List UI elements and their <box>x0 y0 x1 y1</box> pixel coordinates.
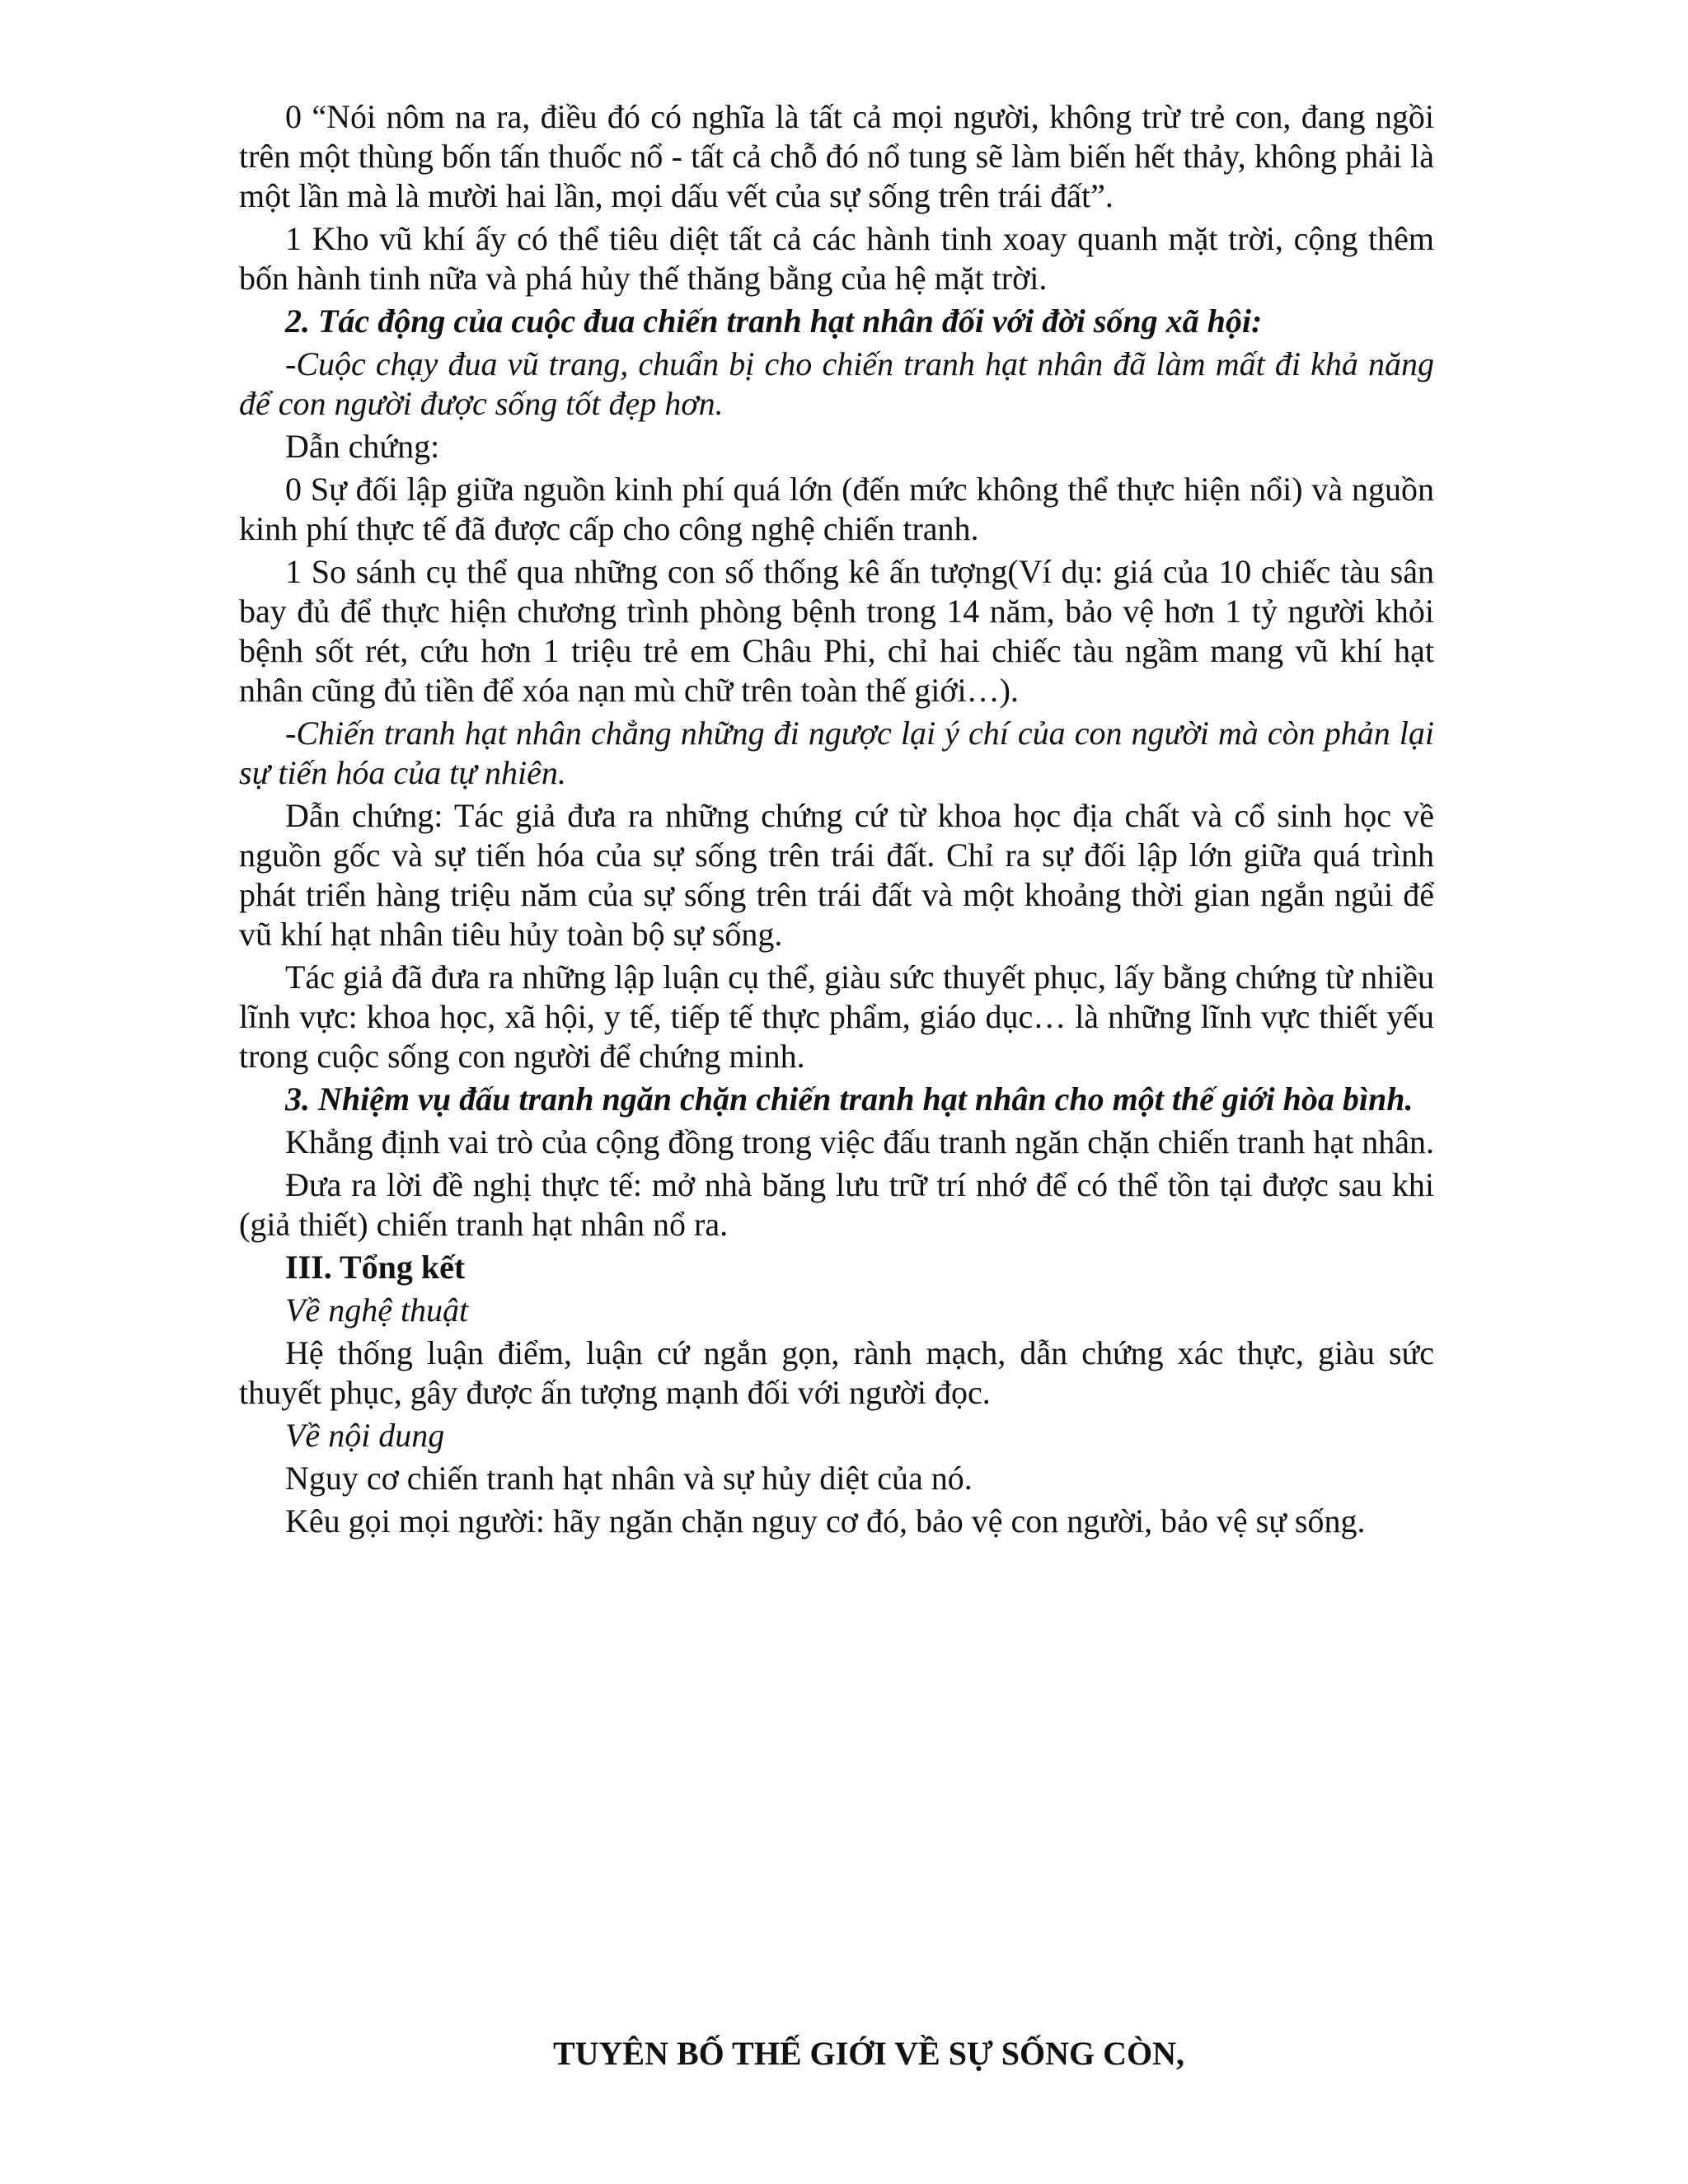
point-against-nature: -Chiến tranh hạt nhân chẳng những đi ngược lại ý chí của con người mà còn phản lại sự tiến hóa của tự nhiên. <box>239 715 1434 791</box>
section-heading-summary: III. Tổng kết <box>285 1249 466 1286</box>
paragraph-statistics: 1 So sánh cụ thể qua những con số thống kê ấn tượng(Ví dụ: giá của 10 chiếc tàu sân bay đủ để thực hiện chương trình phòng bệnh trong 14 năm, bảo vệ hơn 1 tỷ người khỏi bệnh sốt rét, cứu hơn 1 triệu trẻ em Châu Phi, chỉ hai chiếc tàu ngầm mang vũ khí hạt nhân cũng đủ tiền để xóa nạn mù chữ trên toàn thế giới…). <box>239 553 1434 709</box>
paragraph-quote-explosion: 0 “Nói nôm na ra, điều đó có nghĩa là tất cả mọi người, không trừ trẻ con, đang ngồi trên một thùng bốn tấn thuốc nổ - tất cả chỗ đó nổ tung sẽ làm biến hết thảy, không phải là một lần mà là mười hai lần, mọi dấu vết của sự sống trên trái đất”. <box>239 98 1434 214</box>
paragraph-community-role: Khẳng định vai trò của cộng đồng trong việc đấu tranh ngăn chặn chiến tranh hạt nhân. <box>285 1123 1435 1160</box>
evidence-label: Dẫn chứng: <box>285 428 440 465</box>
section-heading-2: 2. Tác động của cuộc đua chiến tranh hạt nhân đối với đời sống xã hội: <box>285 302 1263 340</box>
paragraph-content-appeal: Kêu gọi mọi người: hãy ngăn chặn nguy cơ đó, bảo vệ con người, bảo vệ sự sống. <box>285 1502 1366 1540</box>
paragraph-budget-contrast: 0 Sự đối lập giữa nguồn kinh phí quá lớn (đến mức không thể thực hiện nổi) và nguồn kinh phí thực tế đã được cấp cho công nghệ chiến tranh. <box>239 471 1434 547</box>
point-arms-race: -Cuộc chạy đua vũ trang, chuẩn bị cho chiến tranh hạt nhân đã làm mất đi khả năng để con người được sống tốt đẹp hơn. <box>239 345 1434 422</box>
paragraph-proposal: Đưa ra lời đề nghị thực tế: mở nhà băng lưu trữ trí nhớ để có thể tồn tại được sau khi (giả thiết) chiến tranh hạt nhân nổ ra. <box>239 1166 1434 1243</box>
paragraph-arguments: Tác giả đã đưa ra những lập luận cụ thể, giàu sức thuyết phục, lấy bằng chứng từ nhiều lĩnh vực: khoa học, xã hội, y tế, tiếp tế thực phẩm, giáo dục… là những lĩnh vực thiết yếu trong cuộc sống con người để chứng minh. <box>239 958 1434 1075</box>
subheading-art: Về nghệ thuật <box>285 1291 469 1329</box>
subheading-content: Về nội dung <box>285 1417 445 1454</box>
paragraph-geology-evidence: Dẫn chứng: Tác giả đưa ra những chứng cứ từ khoa học địa chất và cổ sinh học về nguồn gốc và sự tiến hóa của sự sống trên trái đất. Chỉ ra sự đối lập lớn giữa quá trình phát triển hàng triệu năm của sự sống trên trái đất và một khoảng thời gian ngắn ngủi để vũ khí hạt nhân tiêu hủy toàn bộ sự sống. <box>239 797 1434 953</box>
section-heading-3: 3. Nhiệm vụ đấu tranh ngăn chặn chiến tranh hạt nhân cho một thế giới hòa bình. <box>285 1080 1414 1118</box>
paragraph-content-danger: Nguy cơ chiến tranh hạt nhân và sự hủy diệt của nó. <box>285 1460 973 1497</box>
next-section-title: TUYÊN BỐ THẾ GIỚI VỀ SỰ SỐNG CÒN, <box>552 2035 1185 2072</box>
paragraph-arsenal-planets: 1 Kho vũ khí ấy có thể tiêu diệt tất cả các hành tinh xoay quanh mặt trời, cộng thêm bốn hành tinh nữa và phá hủy thế thăng bằng của hệ mặt trời. <box>239 220 1434 297</box>
document-body <box>239 97 1434 1544</box>
paragraph-art: Hệ thống luận điểm, luận cứ ngắn gọn, rành mạch, dẫn chứng xác thực, giàu sức thuyết phục, gây được ấn tượng mạnh đối với người đọc. <box>239 1334 1434 1411</box>
